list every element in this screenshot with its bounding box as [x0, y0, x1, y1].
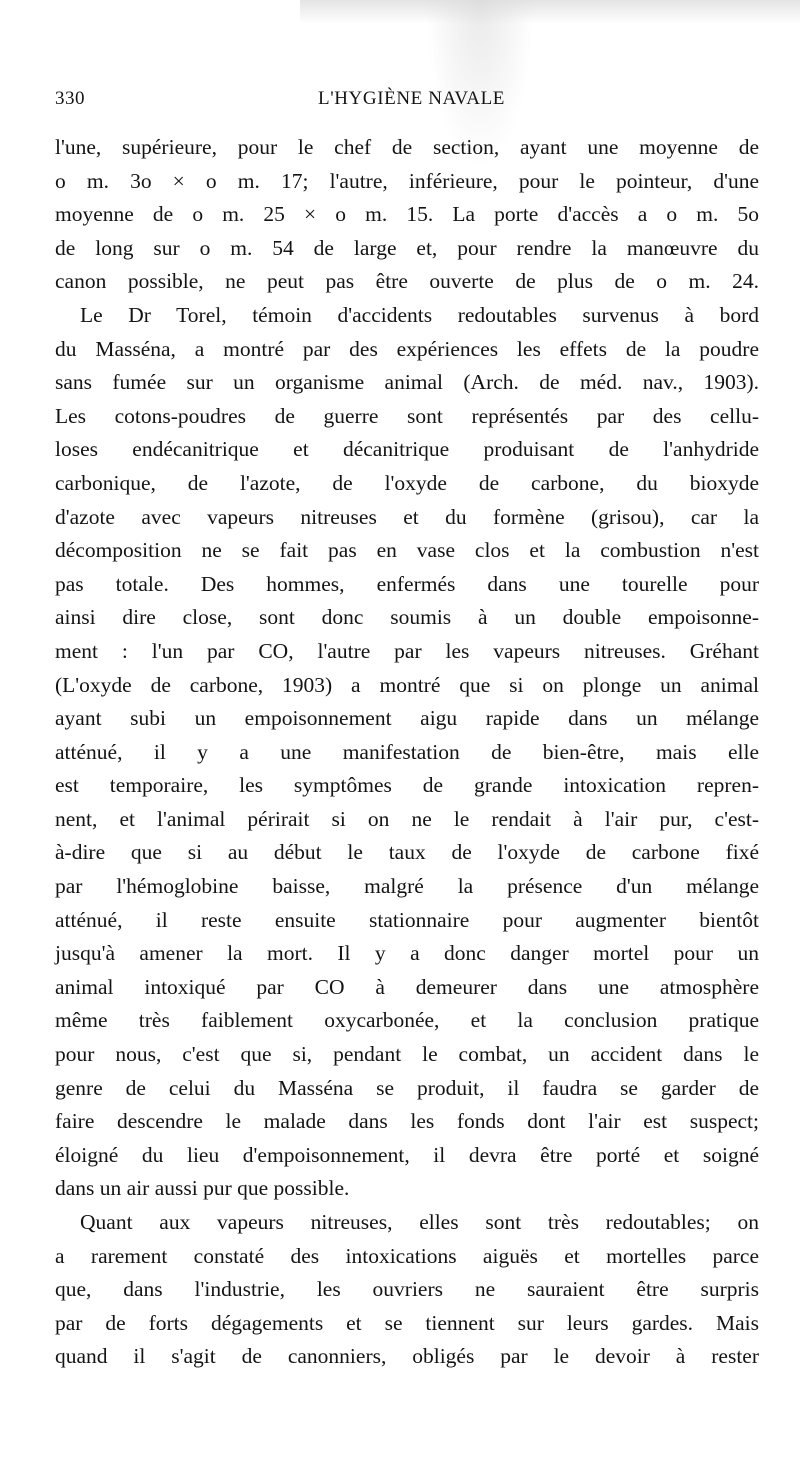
text-line: ayant subi un empoisonnement aigu rapide dans un mélange [55, 706, 759, 731]
text-line: atténué, il reste ensuite stationnaire pour augmenter bientôt [55, 907, 759, 932]
text-line: par de forts dégagements et se tiennent sur leurs gardes. Mais [55, 1310, 759, 1335]
text-line: Quant aux vapeurs nitreuses, elles sont très redoutables; on [80, 1210, 759, 1234]
page-number: 330 [55, 88, 85, 109]
text-line: genre de celui du Masséna se produit, il faudra se garder de [55, 1075, 759, 1100]
text-line: ainsi dire close, sont donc soumis à un double empoisonne- [55, 605, 759, 630]
text-line: o m. 3o × o m. 17; l'autre, inférieure, pour le pointeur, d'une [55, 168, 759, 193]
text-line: du Masséna, a montré par des expériences les effets de la poudre [55, 336, 759, 361]
text-line: Les cotons-poudres de guerre sont représentés par des cellu- [55, 403, 759, 428]
text-line: est temporaire, les symptômes de grande intoxication repren- [55, 773, 759, 798]
text-line: décomposition ne se fait pas en vase clos et la combustion n'est [55, 538, 759, 563]
text-line: nent, et l'animal périrait si on ne le rendait à l'air pur, c'est- [55, 806, 759, 831]
text-line: d'azote avec vapeurs nitreuses et du formène (grisou), car la [55, 504, 759, 529]
page-header [0, 88, 800, 114]
text-line: dans un air aussi pur que possible. [55, 1176, 350, 1201]
text-line: canon possible, ne peut pas être ouverte de plus de o m. 24. [55, 269, 759, 294]
text-line: Le Dr Torel, témoin d'accidents redoutables survenus à bord [80, 302, 759, 327]
text-line: quand il s'agit de canonniers, obligés par le devoir à rester [55, 1344, 759, 1369]
text-line: faire descendre le malade dans les fonds dont l'air est suspect; [55, 1109, 759, 1134]
text-line: ment : l'un par CO, l'autre par les vapeurs nitreuses. Gréhant [55, 638, 759, 663]
text-line: pour nous, c'est que si, pendant le combat, un accident dans le [55, 1042, 759, 1067]
running-title: L'HYGIÈNE NAVALE [318, 88, 506, 109]
text-line: par l'hémoglobine baisse, malgré la présence d'un mélange [55, 874, 759, 899]
text-line: animal intoxiqué par CO à demeurer dans une atmosphère [55, 974, 759, 999]
text-line: de long sur o m. 54 de large et, pour rendre la manœuvre du [55, 235, 759, 260]
text-line: à-dire que si au début le taux de l'oxyde de carbone fixé [55, 840, 759, 865]
paper-stain [300, 0, 800, 24]
text-line: l'une, supérieure, pour le chef de section, ayant une moyenne de [55, 135, 759, 159]
text-line: (L'oxyde de carbone, 1903) a montré que si on plonge un animal [55, 672, 759, 697]
text-line: a rarement constaté des intoxications aiguës et mortelles parce [55, 1243, 759, 1268]
text-line: que, dans l'industrie, les ouvriers ne sauraient être surpris [55, 1277, 759, 1302]
text-line: moyenne de o m. 25 × o m. 15. La porte d'accès a o m. 5o [55, 202, 759, 227]
text-line: jusqu'à amener la mort. Il y a donc danger mortel pour un [55, 941, 759, 966]
text-line: éloigné du lieu d'empoisonnement, il devra être porté et soigné [55, 1142, 759, 1167]
text-line: loses endécanitrique et décanitrique produisant de l'anhydride [55, 437, 759, 462]
text-line: sans fumée sur un organisme animal (Arch. de méd. nav., 1903). [55, 370, 759, 395]
text-line: même très faiblement oxycarbonée, et la conclusion pratique [55, 1008, 759, 1033]
text-line: atténué, il y a une manifestation de bien-être, mais elle [55, 739, 759, 764]
text-line: carbonique, de l'azote, de l'oxyde de carbone, du bioxyde [55, 470, 759, 495]
body-text [55, 131, 759, 1374]
text-line: pas totale. Des hommes, enfermés dans une tourelle pour [55, 571, 759, 596]
